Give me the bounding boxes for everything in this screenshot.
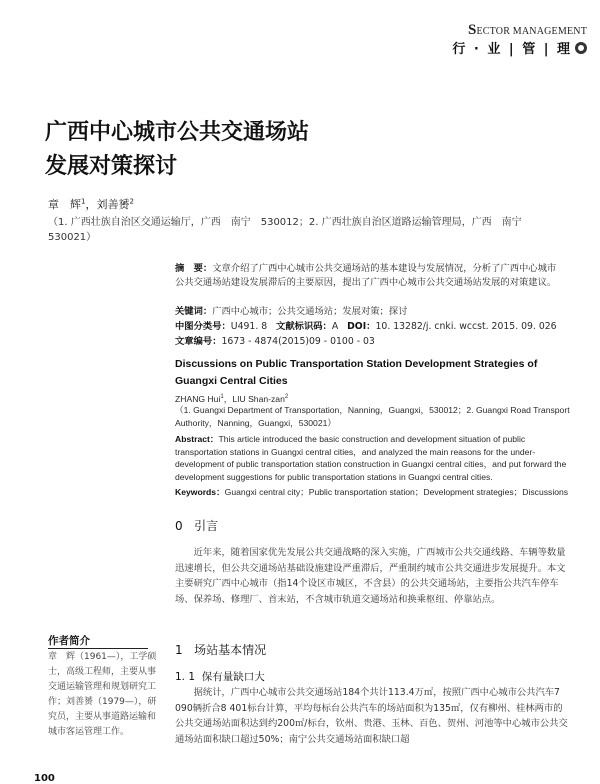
title-line-2: 发展对策探讨	[45, 154, 178, 179]
section-0-text: 近年来，随着国家优先发展公共交通战略的深入实施，广西城市公共交通线路、车辆等数量迅速增长，但公共交通场站基础设施建设严重滞后，严重制约城市公共交通进步发展提升。本文主要研究广西中心城市（指14个设区市城区，不含县）的公共交通场站，主要指公共汽车停车场、保养场、修理厂、首末站，不含城市轨道交通场站和换乘枢纽、停靠站点。	[175, 547, 566, 605]
section-0-heading: 0 引言	[175, 519, 219, 533]
article-number-line: 文章编号：1673 - 4874(2015)09 - 0100 - 03	[175, 336, 375, 347]
classification-line: 中图分类号：U491. 8 文献标识码：A DOI：10. 13282/j. cnki. wccst. 2015. 09. 026	[175, 321, 557, 332]
page-title	[45, 116, 309, 184]
english-title: Discussions on Public Transportation Station Development Strategies of Guangxi Central Cities	[175, 358, 538, 387]
abstract-cn: 摘 要：文章介绍了广西中心城市公共交通场站的基本建设与发展情况，分析了广西中心城市公共交通场站建设发展滞后的主要原因，提出了广西中心城市公共交通场站发展的对策建议。	[175, 263, 557, 288]
journal-logo-icon	[575, 42, 587, 54]
english-abstract: Abstract：This article introduced the basic construction and development situation of public transportation stations in Guangxi central cities，and analyzed the main reasons for the under-development of public transportation station construction in Guangxi central cities，and put forward the development suggestions for public transportation stations in Guangxi central cities.	[175, 434, 567, 482]
english-keywords: Keywords：Guangxi central city；Public transportation station；Development strategies；Discussions	[175, 487, 569, 497]
author-2: 刘善赟	[96, 198, 130, 211]
journal-section-cn: 行 · 业 | 管 | 理	[450, 38, 587, 57]
english-affiliation: （1. Guangxi Department of Transportation，Nanning，Guangxi，530012；2. Guangxi Road Transport Authority，Nanning，Guangxi，530021）	[175, 405, 570, 428]
section-1-1-heading: 1. 1 保有量缺口大	[175, 671, 265, 683]
section-1-1-text: 据统计，广西中心城市公共交通场站184个共计113.4万㎡，按照广西中心城市公共汽车7 090辆折合8 401标台计算，平均每标台公共汽车的场站面积为135㎡，仅有柳州、桂林两市的公共交通场站面积达到约200㎡/标台，钦州、贵港、玉林、百色、贺州、河池等中心城市公共交通场站面积缺口超过50%；南宁公共交通场站面积缺口超	[175, 687, 568, 745]
author-line: 章 辉$^1$，刘善赟$^2$	[48, 197, 134, 211]
english-authors: ZHANG Hui$^1$，LIU Shan-zan$^2$	[175, 393, 289, 404]
keywords-cn: 关键词：广西中心城市；公共交通场站；发展对策；探讨	[175, 306, 408, 317]
author-1: 章 辉	[48, 198, 81, 211]
affiliation: （1. 广西壮族自治区交通运输厅，广西 南宁 530012；2. 广西壮族自治区道路运输管理局，广西 南宁 530021）	[48, 217, 532, 243]
doi-text: 10. 13282/j. cnki. wccst. 2015. 09. 026	[375, 321, 557, 332]
page-number: 100	[34, 773, 55, 784]
section-1-heading: 1 场站基本情况	[175, 643, 267, 657]
author-bio-heading: 作者简介	[48, 635, 90, 647]
title-line-1: 广西中心城市公共交通场站	[45, 120, 310, 145]
author-bio-text: 章 辉（1961—），工学硕士，高级工程师，主要从事交通运输管理和规划研究工作；刘善赟（1979—），研究员，主要从事道路运输和城市客运管理工作。	[48, 652, 157, 737]
author-bio-divider	[48, 648, 148, 649]
journal-section-en: SECTOR MANAGEMENT	[467, 22, 587, 38]
